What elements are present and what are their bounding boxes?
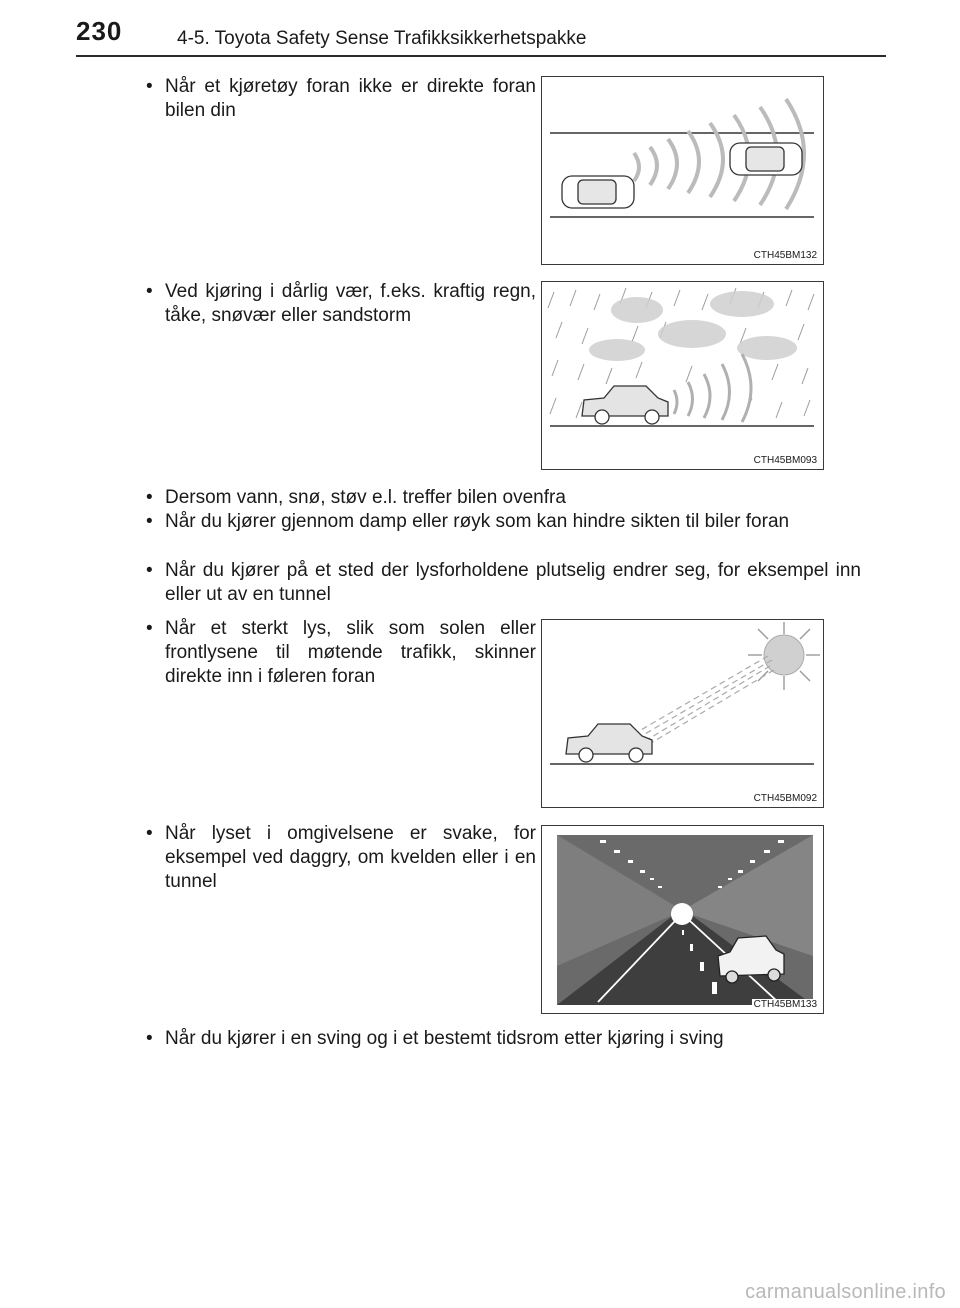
car-sun-glare-icon	[542, 620, 823, 807]
bullet-item: • Når du kjører på et sted der lysforholdene plutselig endrer seg, for eksempel inn eller ut av en tunnel	[146, 559, 861, 607]
figure-bad-weather	[541, 281, 824, 470]
figure-code: CTH45BM093	[753, 455, 817, 466]
bullet-item: • Når du kjører gjennom damp eller røyk som kan hindre sikten til biler foran	[146, 510, 861, 534]
bullet-item: • Når et kjøretøy foran ikke er direkte foran bilen din	[146, 75, 536, 123]
figure-code: CTH45BM092	[753, 793, 817, 804]
figure-sun-glare	[541, 619, 824, 808]
page-number: 230	[76, 16, 123, 46]
footer-watermark: carmanualsonline.info	[745, 1281, 946, 1303]
car-rain-weather-icon	[542, 282, 823, 469]
figure-code: CTH45BM132	[753, 250, 817, 261]
bullet-item: • Ved kjøring i dårlig vær, f.eks. kraftig regn, tåke, snøvær eller sandstorm	[146, 280, 536, 328]
bullet-item: • Når du kjører i en sving og i et bestemt tidsrom etter kjøring i sving	[146, 1027, 861, 1051]
figure-offset-vehicle	[541, 76, 824, 265]
bullet-item: • Når lyset i omgivelsene er svake, for eksempel ved daggry, om kvelden eller i en tunnel	[146, 822, 536, 894]
figure-tunnel	[541, 825, 824, 1014]
bullet-item: • Når et sterkt lys, slik som solen eller frontlysene til møtende trafikk, skinner direkte inn i føleren foran	[146, 617, 536, 689]
figure-code: CTH45BM133	[753, 999, 817, 1010]
car-offset-radar-icon	[542, 77, 823, 264]
car-tunnel-icon	[542, 826, 823, 1013]
header-rule	[76, 55, 886, 57]
section-title: 4-5. Toyota Safety Sense Trafikksikkerhetspakke	[177, 28, 587, 49]
bullet-item: • Dersom vann, snø, støv e.l. treffer bilen ovenfra	[146, 486, 861, 510]
